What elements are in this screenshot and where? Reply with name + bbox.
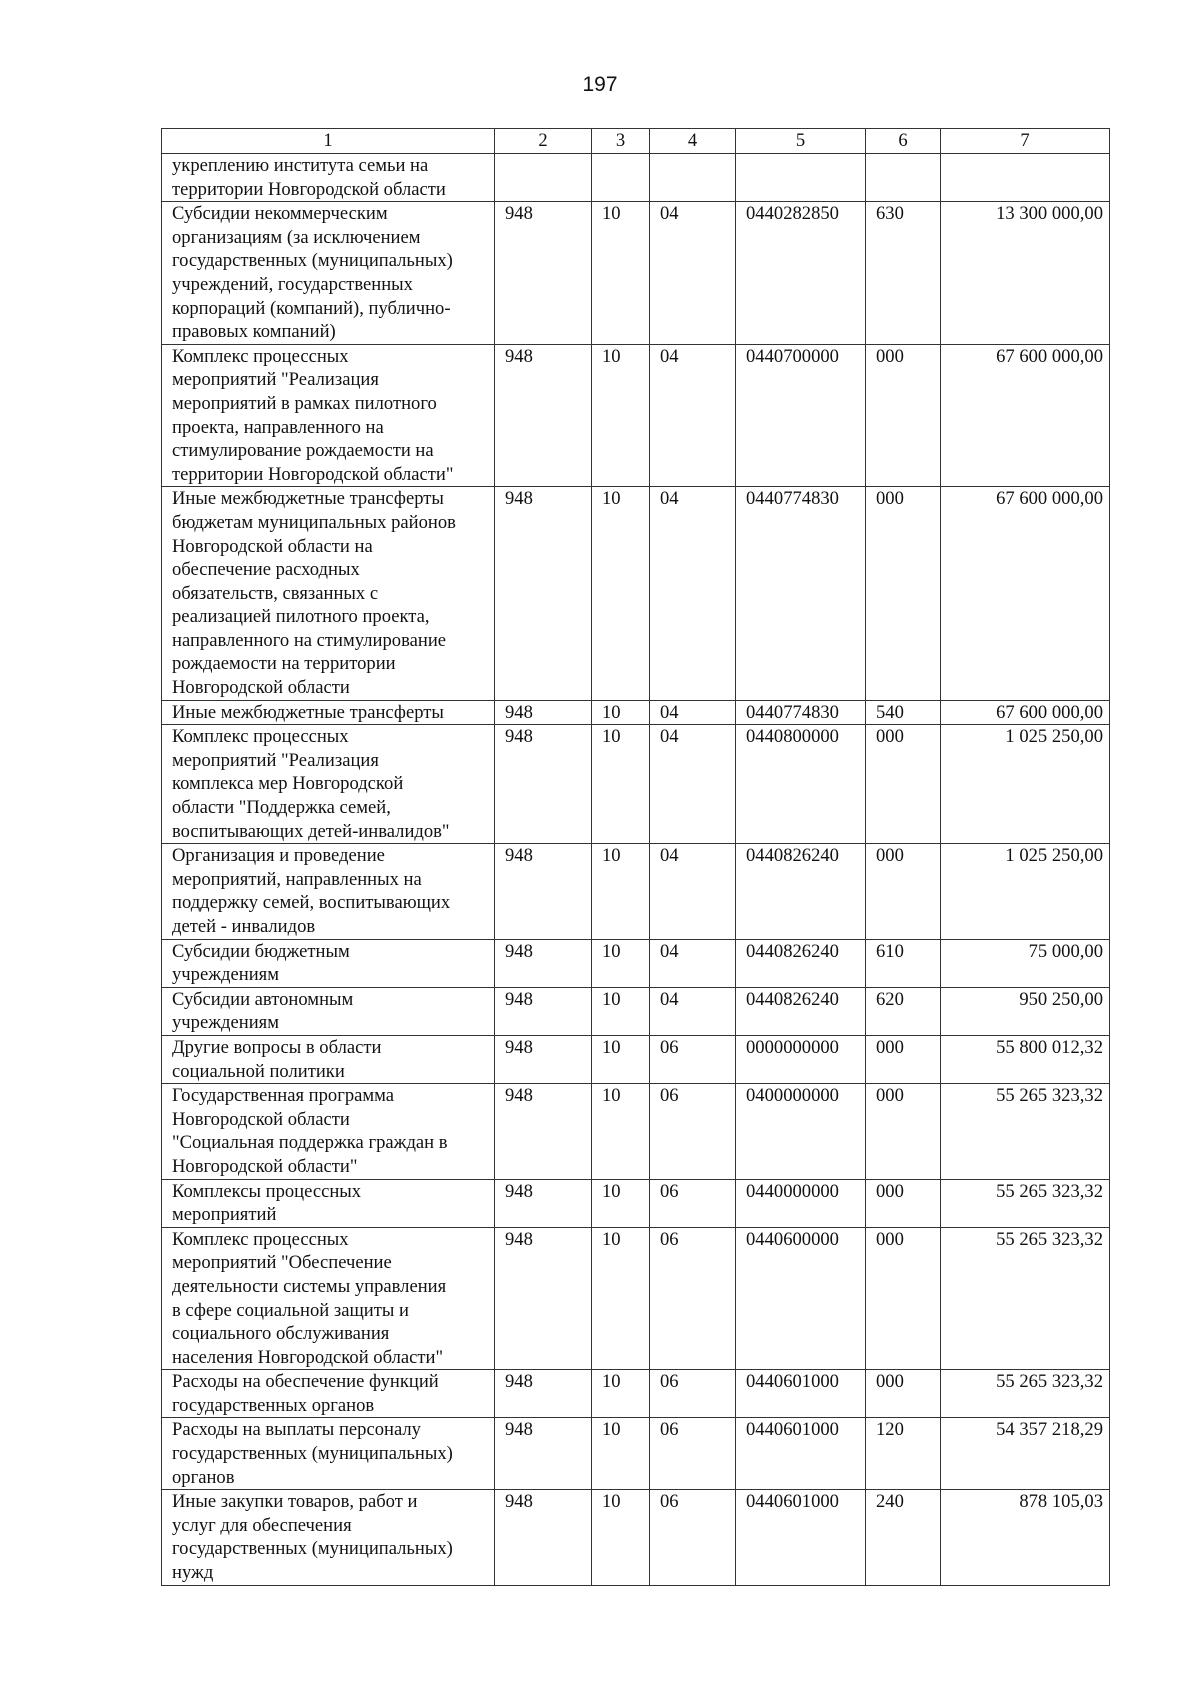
admin-code-cell: 948 <box>495 1490 592 1585</box>
target-article-cell: 0000000000 <box>736 1035 866 1083</box>
row-description <box>162 939 495 987</box>
description-line: мероприятий, направленных на <box>172 868 422 890</box>
expense-type-cell: 620 <box>866 987 941 1035</box>
subsection-cell: 06 <box>650 1418 736 1490</box>
expense-type-cell: 120 <box>866 1418 941 1490</box>
description-line: обязательств, связанных с <box>172 582 379 604</box>
description-line: Комплекс процессных <box>172 345 349 367</box>
description-line: социальной политики <box>172 1060 345 1082</box>
subsection-cell: 06 <box>650 1227 736 1370</box>
column-header: 1 <box>162 129 495 154</box>
description-line: организациям (за исключением <box>172 226 421 248</box>
description-line: Иные межбюджетные трансферты <box>172 701 444 723</box>
section-cell: 10 <box>592 1418 650 1490</box>
description-line: Иные закупки товаров, работ и <box>172 1491 418 1513</box>
description-line: государственных (муниципальных) <box>172 1443 453 1465</box>
description-line: Государственная программа <box>172 1085 395 1107</box>
expense-type-cell: 000 <box>866 1370 941 1418</box>
description-line: государственных (муниципальных) <box>172 1538 453 1560</box>
description-line: бюджетам муниципальных районов <box>172 511 456 533</box>
description-line: мероприятий "Обеспечение <box>172 1252 392 1274</box>
amount-cell <box>941 154 1110 202</box>
target-article-cell <box>736 154 866 202</box>
expense-type-cell: 000 <box>866 844 941 939</box>
admin-code-cell: 948 <box>495 1370 592 1418</box>
description-line: воспитывающих детей-инвалидов" <box>172 820 450 842</box>
description-line: органов <box>172 1466 235 1488</box>
row-description <box>162 725 495 844</box>
subsection-cell: 04 <box>650 487 736 700</box>
subsection-cell: 06 <box>650 1179 736 1227</box>
section-cell: 10 <box>592 1035 650 1083</box>
admin-code-cell: 948 <box>495 344 592 487</box>
admin-code-cell: 948 <box>495 987 592 1035</box>
description-line: мероприятий в рамках пилотного <box>172 392 437 414</box>
description-line: государственных органов <box>172 1394 375 1416</box>
description-line: Организация и проведение <box>172 845 385 867</box>
expense-type-cell: 240 <box>866 1490 941 1585</box>
description-line: социального обслуживания <box>172 1323 390 1345</box>
description-line: нужд <box>172 1562 214 1584</box>
description-line: обеспечение расходных <box>172 559 360 581</box>
description-line: Комплексы процессных <box>172 1180 362 1202</box>
admin-code-cell: 948 <box>495 844 592 939</box>
description-line: в сфере социальной защиты и <box>172 1299 409 1321</box>
target-article-cell: 0440800000 <box>736 725 866 844</box>
admin-code-cell: 948 <box>495 725 592 844</box>
description-line: Расходы на обеспечение функций <box>172 1371 439 1393</box>
description-line: Иные межбюджетные трансферты <box>172 488 444 510</box>
subsection-cell: 04 <box>650 202 736 345</box>
target-article-cell: 0440000000 <box>736 1179 866 1227</box>
row-description <box>162 1084 495 1179</box>
target-article-cell: 0440600000 <box>736 1227 866 1370</box>
table-row <box>162 344 1110 487</box>
expense-type-cell: 000 <box>866 1035 941 1083</box>
description-line: Новгородской области" <box>172 1155 358 1177</box>
description-line: населения Новгородской области" <box>172 1346 444 1368</box>
expense-type-cell: 000 <box>866 344 941 487</box>
expense-type-cell <box>866 154 941 202</box>
amount-cell: 1 025 250,00 <box>941 725 1110 844</box>
row-description <box>162 154 495 202</box>
description-line: государственных (муниципальных) <box>172 250 453 272</box>
description-line: Расходы на выплаты персоналу <box>172 1419 421 1441</box>
subsection-cell: 06 <box>650 1084 736 1179</box>
subsection-cell <box>650 154 736 202</box>
expense-type-cell: 000 <box>866 1179 941 1227</box>
description-line: Новгородской области <box>172 677 350 699</box>
description-line: Комплекс процессных <box>172 726 349 748</box>
row-description <box>162 1179 495 1227</box>
admin-code-cell: 948 <box>495 1227 592 1370</box>
description-line: деятельности системы управления <box>172 1275 447 1297</box>
admin-code-cell: 948 <box>495 202 592 345</box>
table-row <box>162 939 1110 987</box>
row-description <box>162 1035 495 1083</box>
amount-cell: 67 600 000,00 <box>941 487 1110 700</box>
row-description <box>162 1370 495 1418</box>
description-line: территории Новгородской области" <box>172 463 454 485</box>
description-line: Субсидии автономным <box>172 988 354 1010</box>
description-line: мероприятий <box>172 1204 277 1226</box>
table-row <box>162 987 1110 1035</box>
amount-cell: 55 265 323,32 <box>941 1084 1110 1179</box>
description-line: комплекса мер Новгородской <box>172 773 404 795</box>
subsection-cell: 04 <box>650 844 736 939</box>
target-article-cell: 0440826240 <box>736 939 866 987</box>
budget-table <box>161 128 1110 1586</box>
target-article-cell: 0440826240 <box>736 987 866 1035</box>
description-line: реализацией пилотного проекта, <box>172 606 430 628</box>
subsection-cell: 04 <box>650 987 736 1035</box>
description-line: "Социальная поддержка граждан в <box>172 1132 448 1154</box>
admin-code-cell: 948 <box>495 1084 592 1179</box>
admin-code-cell: 948 <box>495 700 592 725</box>
table-row <box>162 1227 1110 1370</box>
section-cell: 10 <box>592 487 650 700</box>
column-header: 2 <box>495 129 592 154</box>
table-row <box>162 154 1110 202</box>
column-header: 6 <box>866 129 941 154</box>
amount-cell: 67 600 000,00 <box>941 700 1110 725</box>
table-row <box>162 700 1110 725</box>
amount-cell: 55 800 012,32 <box>941 1035 1110 1083</box>
section-cell: 10 <box>592 1370 650 1418</box>
amount-cell: 55 265 323,32 <box>941 1179 1110 1227</box>
expense-type-cell: 630 <box>866 202 941 345</box>
admin-code-cell: 948 <box>495 939 592 987</box>
column-header: 3 <box>592 129 650 154</box>
description-line: мероприятий "Реализация <box>172 749 379 771</box>
amount-cell: 67 600 000,00 <box>941 344 1110 487</box>
description-line: учреждений, государственных <box>172 273 413 295</box>
section-cell: 10 <box>592 1084 650 1179</box>
row-description <box>162 487 495 700</box>
amount-cell: 55 265 323,32 <box>941 1227 1110 1370</box>
amount-cell: 75 000,00 <box>941 939 1110 987</box>
target-article-cell: 0440774830 <box>736 487 866 700</box>
subsection-cell: 04 <box>650 344 736 487</box>
subsection-cell: 06 <box>650 1035 736 1083</box>
amount-cell: 950 250,00 <box>941 987 1110 1035</box>
description-line: стимулирование рождаемости на <box>172 440 434 462</box>
expense-type-cell: 540 <box>866 700 941 725</box>
amount-cell: 1 025 250,00 <box>941 844 1110 939</box>
row-description <box>162 344 495 487</box>
target-article-cell: 0440700000 <box>736 344 866 487</box>
table-body <box>162 154 1110 1586</box>
description-line: правовых компаний) <box>172 321 336 343</box>
description-line: укреплению института семьи на <box>172 155 429 176</box>
table-row <box>162 725 1110 844</box>
description-line: корпораций (компаний), публично- <box>172 297 451 319</box>
column-header: 4 <box>650 129 736 154</box>
description-line: Новгородской области на <box>172 535 373 557</box>
subsection-cell: 06 <box>650 1490 736 1585</box>
description-line: поддержку семей, воспитывающих <box>172 892 451 914</box>
table-row <box>162 844 1110 939</box>
expense-type-cell: 000 <box>866 487 941 700</box>
table-row <box>162 487 1110 700</box>
row-description <box>162 1227 495 1370</box>
target-article-cell: 0440601000 <box>736 1490 866 1585</box>
section-cell: 10 <box>592 1490 650 1585</box>
table-row <box>162 1490 1110 1585</box>
description-line: учреждениям <box>172 964 279 986</box>
expense-type-cell: 610 <box>866 939 941 987</box>
description-line: Другие вопросы в области <box>172 1036 382 1058</box>
target-article-cell: 0440826240 <box>736 844 866 939</box>
subsection-cell: 04 <box>650 939 736 987</box>
description-line: Новгородской области <box>172 1108 350 1130</box>
subsection-cell: 04 <box>650 725 736 844</box>
expense-type-cell: 000 <box>866 1227 941 1370</box>
admin-code-cell: 948 <box>495 1035 592 1083</box>
section-cell: 10 <box>592 987 650 1035</box>
amount-cell: 13 300 000,00 <box>941 202 1110 345</box>
target-article-cell: 0440774830 <box>736 700 866 725</box>
description-line: проекта, направленного на <box>172 416 384 438</box>
description-line: услуг для обеспечения <box>172 1514 352 1536</box>
section-cell: 10 <box>592 344 650 487</box>
section-cell: 10 <box>592 1227 650 1370</box>
description-line: Комплекс процессных <box>172 1228 349 1250</box>
section-cell: 10 <box>592 202 650 345</box>
description-line: Субсидии некоммерческим <box>172 203 388 225</box>
target-article-cell: 0400000000 <box>736 1084 866 1179</box>
table-header-row <box>162 129 1110 154</box>
table-row <box>162 202 1110 345</box>
amount-cell: 55 265 323,32 <box>941 1370 1110 1418</box>
table-row <box>162 1179 1110 1227</box>
description-line: учреждениям <box>172 1012 279 1034</box>
target-article-cell: 0440601000 <box>736 1418 866 1490</box>
section-cell: 10 <box>592 939 650 987</box>
table-row <box>162 1035 1110 1083</box>
table-row <box>162 1084 1110 1179</box>
section-cell: 10 <box>592 1179 650 1227</box>
table-row <box>162 1370 1110 1418</box>
subsection-cell: 04 <box>650 700 736 725</box>
expense-type-cell: 000 <box>866 1084 941 1179</box>
row-description <box>162 844 495 939</box>
subsection-cell: 06 <box>650 1370 736 1418</box>
row-description <box>162 700 495 725</box>
admin-code-cell: 948 <box>495 487 592 700</box>
table-row <box>162 1418 1110 1490</box>
admin-code-cell: 948 <box>495 1179 592 1227</box>
section-cell: 10 <box>592 844 650 939</box>
column-header: 5 <box>736 129 866 154</box>
admin-code-cell: 948 <box>495 1418 592 1490</box>
column-header: 7 <box>941 129 1110 154</box>
amount-cell: 878 105,03 <box>941 1490 1110 1585</box>
amount-cell: 54 357 218,29 <box>941 1418 1110 1490</box>
description-line: области "Поддержка семей, <box>172 797 391 819</box>
description-line: детей - инвалидов <box>172 916 316 937</box>
section-cell: 10 <box>592 725 650 844</box>
row-description <box>162 1490 495 1585</box>
page-number: 197 <box>582 73 618 96</box>
section-cell: 10 <box>592 700 650 725</box>
target-article-cell: 0440282850 <box>736 202 866 345</box>
description-line: рождаемости на территории <box>172 653 396 675</box>
description-line: направленного на стимулирование <box>172 629 447 651</box>
description-line: Субсидии бюджетным <box>172 940 350 962</box>
target-article-cell: 0440601000 <box>736 1370 866 1418</box>
section-cell <box>592 154 650 202</box>
expense-type-cell: 000 <box>866 725 941 844</box>
row-description <box>162 202 495 345</box>
admin-code-cell <box>495 154 592 202</box>
row-description <box>162 1418 495 1490</box>
description-line: мероприятий "Реализация <box>172 369 379 391</box>
description-line: территории Новгородской области <box>172 178 446 200</box>
row-description <box>162 987 495 1035</box>
